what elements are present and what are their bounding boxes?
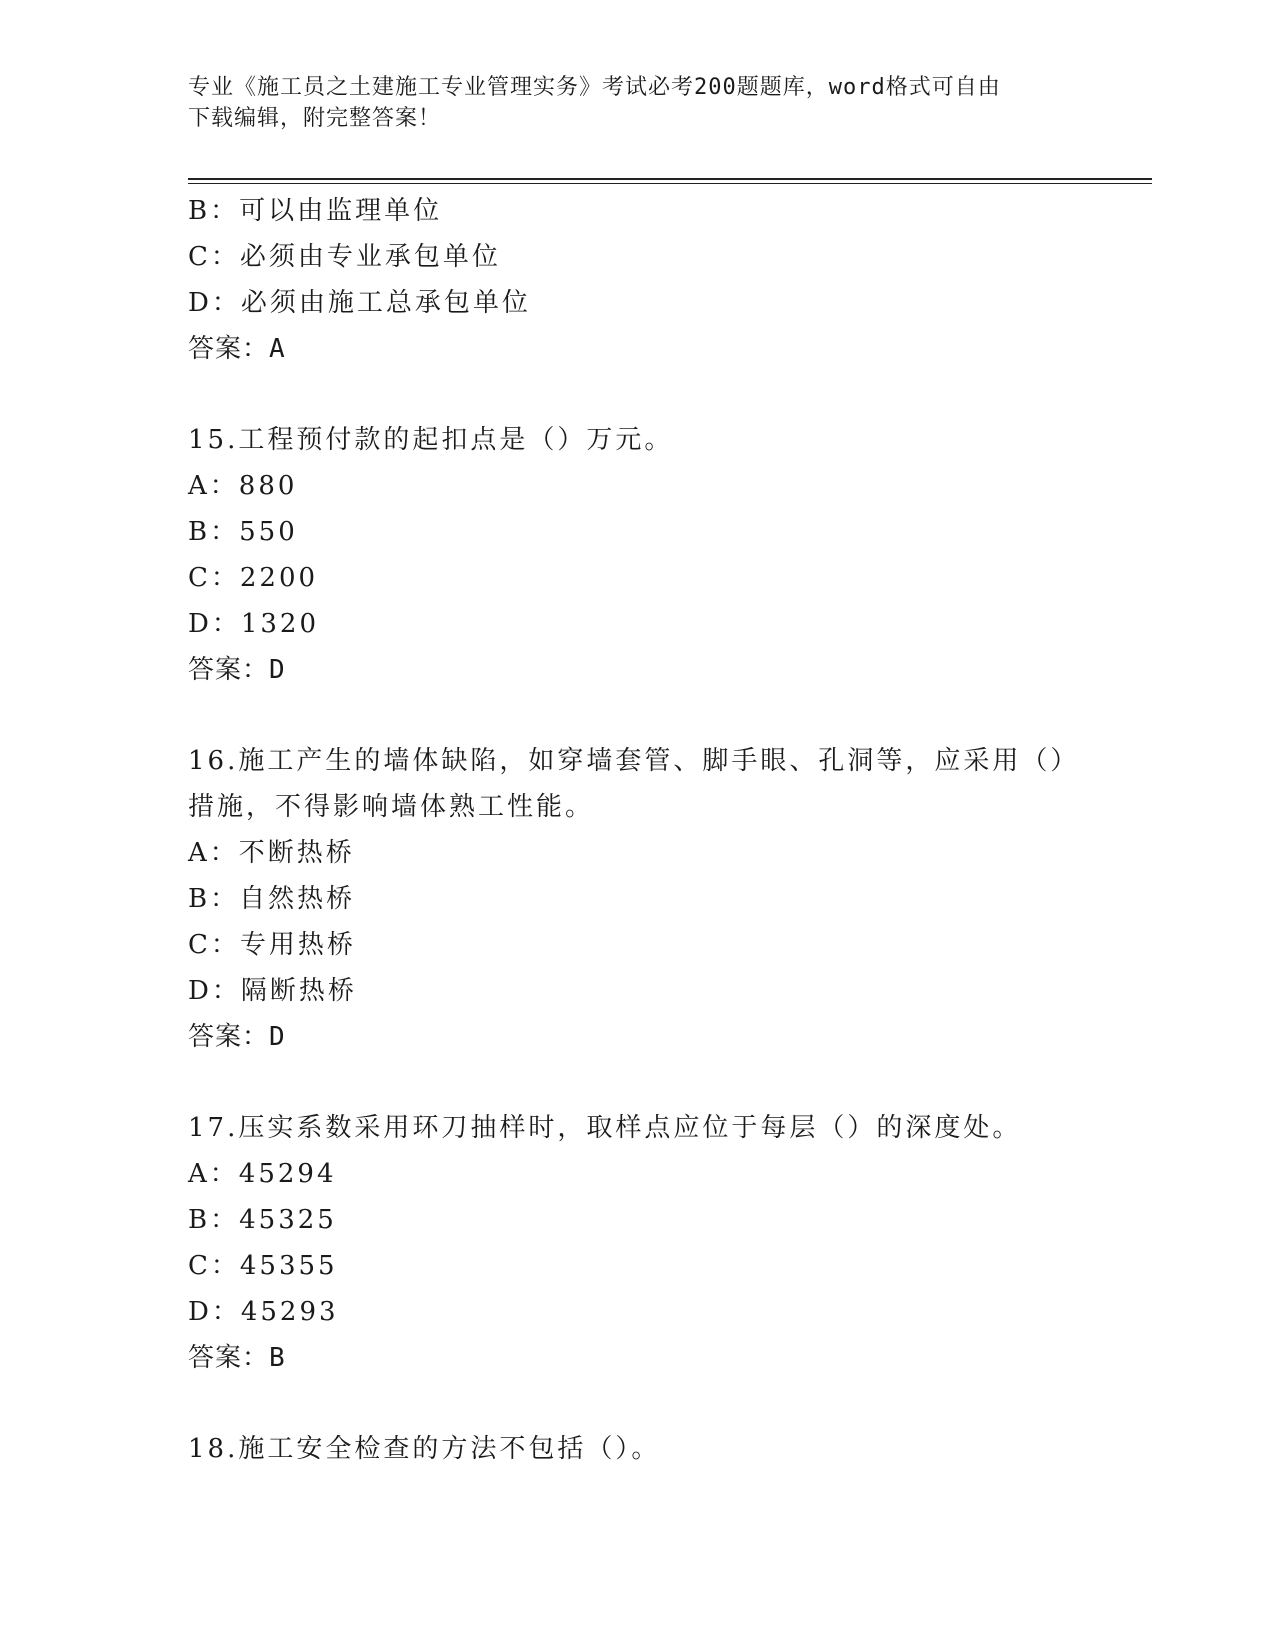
question-stem-cont: 措施，不得影响墙体熟工性能。 [188,792,595,822]
question-stem: 18.施工安全检查的方法不包括（）。 [188,1434,661,1464]
option-c: C：45355 [188,1251,338,1281]
answer: 答案：A [188,334,286,364]
header-divider-thick [188,178,1152,180]
answer: 答案：D [188,1022,286,1052]
option-b: B：45325 [188,1205,337,1235]
question-18 [188,1426,1068,1472]
document-header [188,72,1068,134]
option-b: B：可以由监理单位 [188,196,443,226]
question-14-tail [188,188,1068,372]
question-15 [188,417,1068,693]
option-a: A：不断热桥 [188,838,355,868]
question-stem: 16.施工产生的墙体缺陷，如穿墙套管、脚手眼、孔洞等，应采用（） [188,746,1080,776]
option-d: D：隔断热桥 [188,976,357,1006]
option-c: C：专用热桥 [188,930,356,960]
question-stem: 15.工程预付款的起扣点是（）万元。 [188,425,674,455]
option-c: C：2200 [188,563,319,593]
option-b: B：550 [188,517,298,547]
option-a: A：45294 [188,1159,337,1189]
answer: 答案：B [188,1343,286,1373]
header-line-1: 专业《施工员之土建施工专业管理实务》考试必考200题题库，word格式可自由 [188,75,1001,100]
question-stem: 17.压实系数采用环刀抽样时，取样点应位于每层（）的深度处。 [188,1113,1022,1143]
question-17 [188,1105,1068,1381]
option-d: D：1320 [188,609,320,639]
option-d: D：45293 [188,1297,339,1327]
option-c: C：必须由专业承包单位 [188,242,501,272]
question-16 [188,738,1080,1060]
question-list [188,188,1080,1472]
answer: 答案：D [188,655,286,685]
header-divider-thin [188,183,1152,184]
header-line-2: 下载编辑，附完整答案！ [188,106,442,131]
option-d: D：必须由施工总承包单位 [188,288,531,318]
option-b: B：自然热桥 [188,884,356,914]
option-a: A：880 [188,471,298,501]
